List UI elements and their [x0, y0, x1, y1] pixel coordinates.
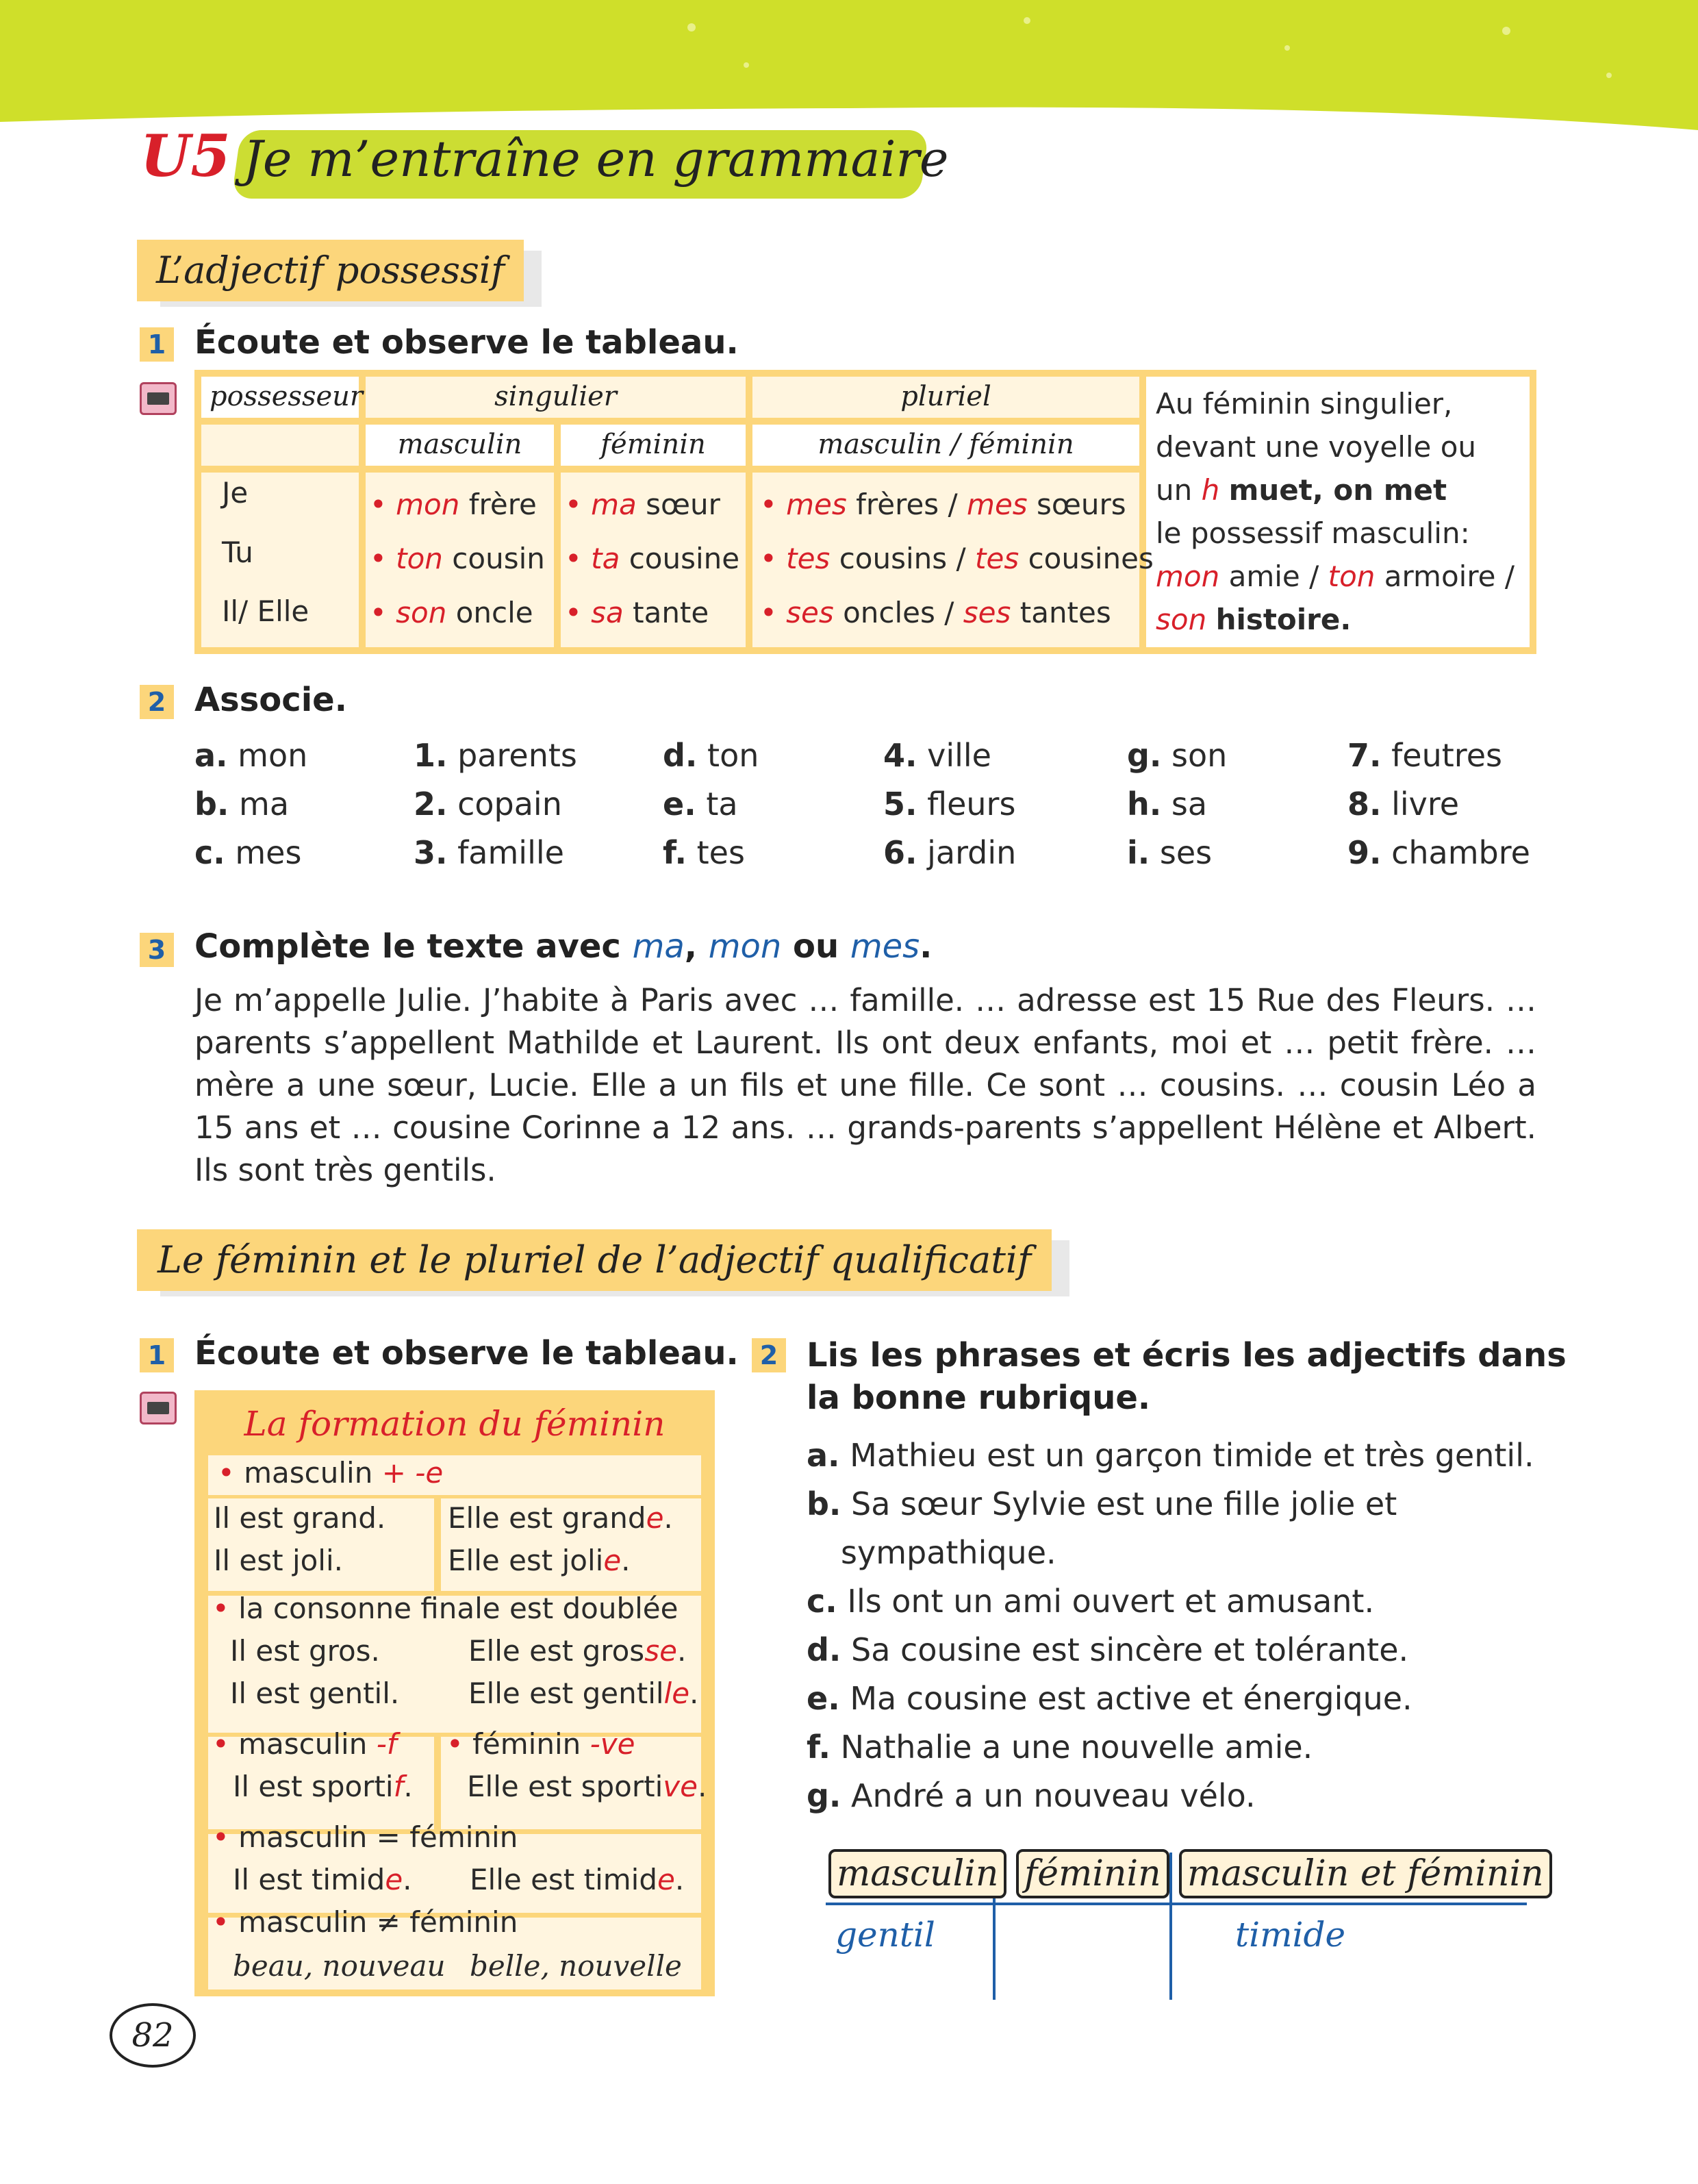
association-column: g. son h. sa i. ses — [1127, 737, 1228, 871]
feminine-table-title: La formation du féminin — [244, 1404, 666, 1444]
table-cell: • mon frère — [370, 488, 537, 521]
exercise-instruction: Complète le texte avec ma, mon ou mes. — [194, 927, 933, 966]
table-cell: • ta cousine — [565, 542, 740, 575]
page-number: 82 — [110, 2003, 196, 2068]
table-cell: • mes frères / mes sœurs — [760, 488, 1126, 521]
pronoun-je: Je — [222, 476, 249, 510]
top-banner — [0, 0, 1698, 137]
rule-same-form: • masculin = féminin — [212, 1820, 518, 1854]
exercise-number: 1 — [140, 327, 174, 362]
exercise-number: 2 — [140, 685, 174, 719]
answer-both: timide — [1235, 1915, 1346, 1955]
table-cell: • ses oncles / ses tantes — [760, 596, 1111, 629]
header-singular: singulier — [494, 381, 617, 412]
audio-icon[interactable] — [140, 1392, 177, 1424]
page-title: Je m’entraîne en grammaire — [243, 130, 949, 188]
rule-different-form: • masculin ≠ féminin — [212, 1905, 518, 1939]
association-column: a. mon b. ma c. mes — [194, 737, 308, 871]
answer-masculine: gentil — [835, 1915, 935, 1955]
example-feminine: belle, nouvelle — [470, 1949, 682, 1983]
pronoun-il-elle: Il/ Elle — [222, 594, 309, 628]
rule-f-to-ve: • masculin -f Il est sportif. — [212, 1727, 413, 1803]
example-feminine: Elle est grosse. Elle est gentille. — [468, 1634, 699, 1710]
association-column: 4. ville 5. fleurs 6. jardin — [883, 737, 1017, 871]
unit-code: U5 — [140, 122, 231, 190]
column-both: masculin et féminin — [1179, 1849, 1552, 1898]
example-masculine: Il est gros. Il est gentil. — [230, 1634, 400, 1710]
table-cell: • ton cousin — [370, 542, 545, 575]
exercise-instruction: Associe. — [194, 681, 347, 719]
table-cell: • tes cousins / tes cousines — [760, 542, 1154, 575]
section-heading-possessive: L’adjectif possessif — [137, 240, 524, 301]
exercise-number: 1 — [140, 1338, 174, 1372]
table-cell: • sa tante — [565, 596, 709, 629]
exercise-instruction: Écoute et observe le tableau. — [194, 1334, 739, 1372]
rule-masculin-plus-e: • masculin + -e — [218, 1456, 444, 1490]
exercise-number: 3 — [140, 933, 174, 967]
example-masculine: beau, nouveau — [233, 1949, 446, 1983]
table-divider — [826, 1903, 1527, 1905]
table-divider — [1169, 1853, 1172, 2000]
association-column: 7. feutres 8. livre 9. chambre — [1347, 737, 1530, 871]
exercise-instruction: Lis les phrases et écris les adjectifs dans la bonne rubrique. — [807, 1336, 1567, 1417]
example-masculine: Il est grand. Il est joli. — [214, 1501, 386, 1577]
header-masc-fem: masculin / féminin — [818, 429, 1074, 460]
possessive-note: Au féminin singulier, devant une voyelle ou un h muet, on met le possessif masculin: mon amie / ton armoire / son histoire. — [1156, 387, 1515, 636]
exercise-instruction: Écoute et observe le tableau. — [194, 323, 739, 362]
column-feminine: féminin — [1016, 1849, 1169, 1898]
column-masculine: masculin — [828, 1849, 1006, 1898]
sentence-list: a. Mathieu est un garçon timide et très gentil. b. Sa sœur Sylvie est une fille jolie et sympathique. c. Ils ont un ami ouvert et amusant. d. Sa cousine est sincère et tolérante. e. Ma cousine est active et énergique. f. Nathalie a une nouvelle amie. g. André a un nouveau vélo. — [807, 1437, 1534, 1814]
audio-icon[interactable] — [140, 382, 177, 415]
table-cell: • ma sœur — [565, 488, 720, 521]
header-plural: pluriel — [900, 381, 991, 412]
header-feminine: féminin — [600, 429, 706, 460]
table-cell: • son oncle — [370, 596, 533, 629]
pronoun-tu: Tu — [222, 536, 253, 569]
section-heading-adjective: Le féminin et le pluriel de l’adjectif qualificatif — [137, 1229, 1052, 1291]
rule-feminine-ve: • féminin -ve Elle est sportive. — [446, 1727, 707, 1803]
association-column: 1. parents 2. copain 3. famille — [414, 737, 577, 871]
exercise-number: 2 — [752, 1338, 786, 1372]
header-possessor: possesseur — [210, 381, 364, 412]
rule-double-consonant: • la consonne finale est doublée — [212, 1592, 679, 1625]
example-feminine: Elle est grande. Elle est jolie. — [448, 1501, 673, 1577]
header-masculine: masculin — [397, 429, 522, 460]
example-feminine: Elle est timide. — [470, 1863, 685, 1896]
association-column: d. ton e. ta f. tes — [663, 737, 759, 871]
fill-in-text: Je m’appelle Julie. J’habite à Paris avec … famille. … adresse est 15 Rue des Fleurs. … parents s’appellent Mathilde et Laurent. Ils ont deux enfants, moi et … petit frère. … mère a une sœur, Lucie. Elle a un fils et une fille. Ce sont … cousins. … cousin Léo a 15 ans et … cousine Corinne a 12 ans. … grands-parents s’appellent Hélène et Albert. Ils sont très gentils. — [194, 982, 1536, 1188]
example-masculine: Il est timide. — [233, 1863, 412, 1896]
